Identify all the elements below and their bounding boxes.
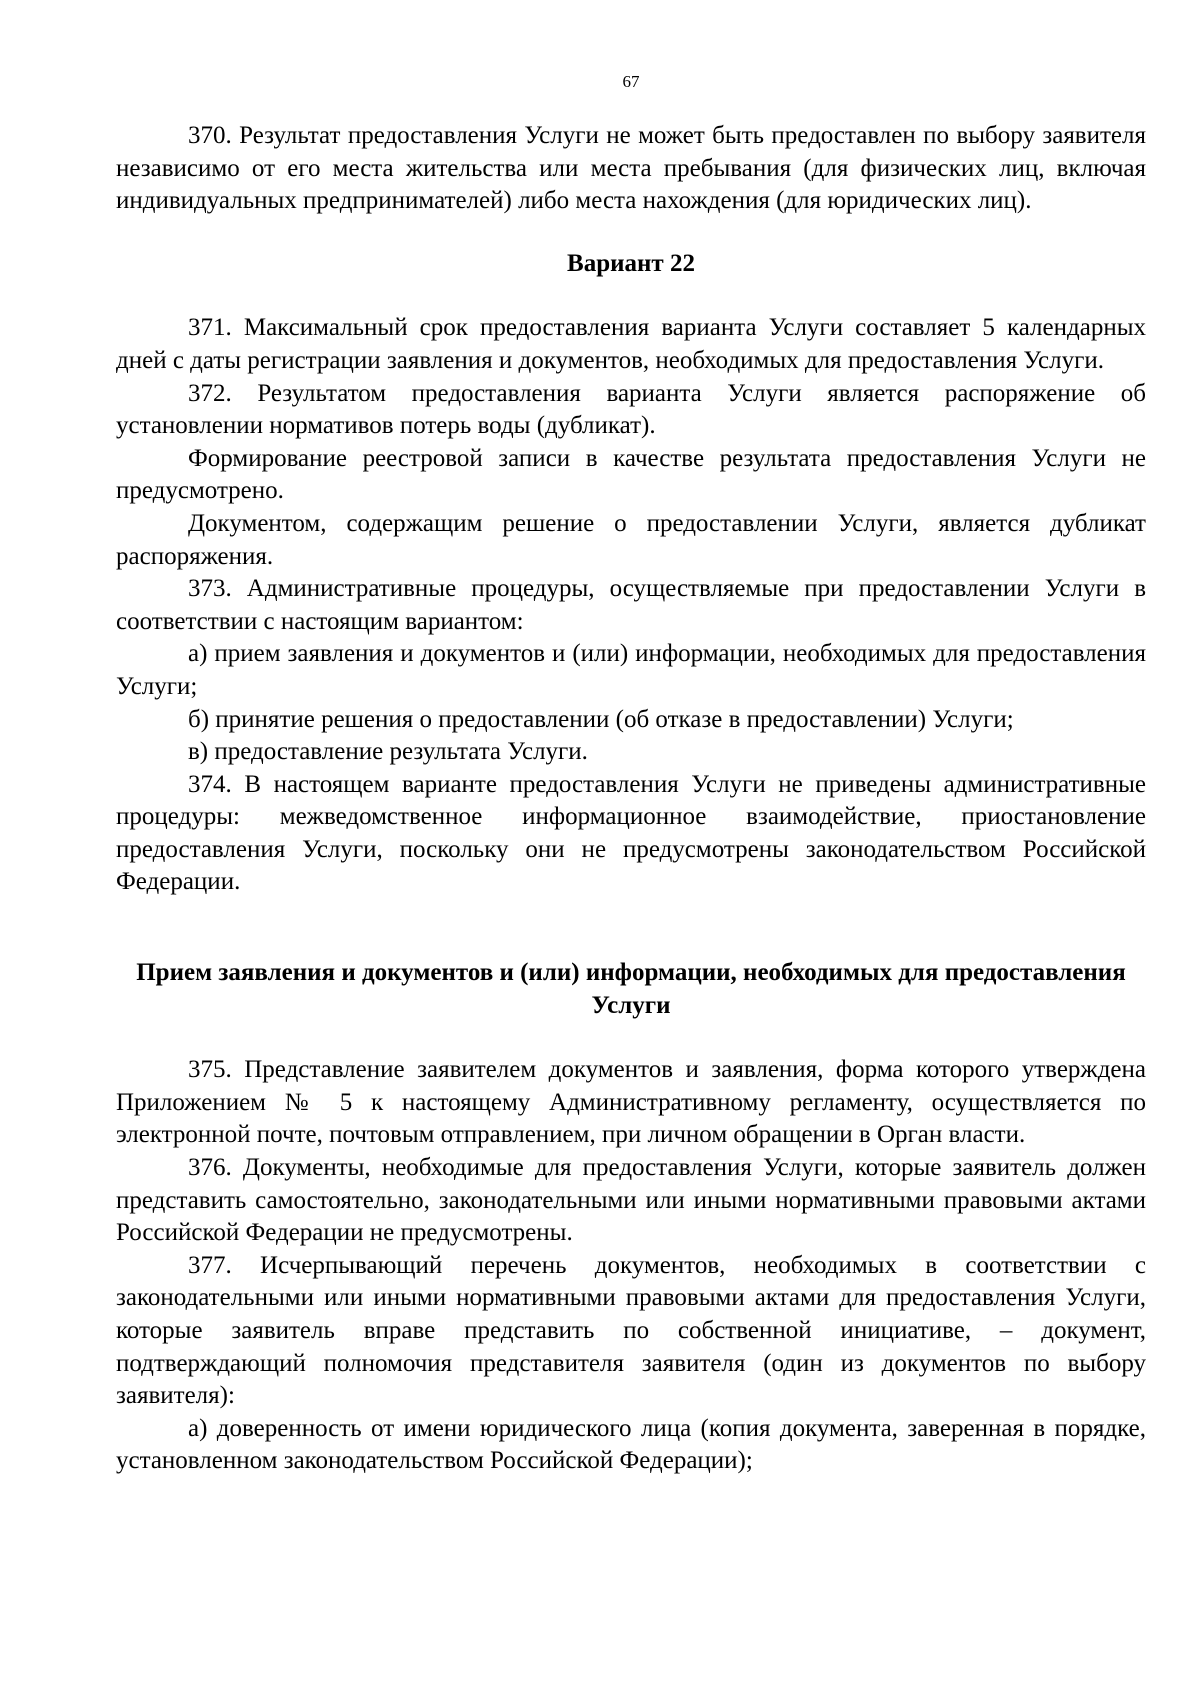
paragraph-373: 373. Административные процедуры, осуществляемые при предоставлении Услуги в соответствии с настоящим вариантом: (116, 575, 1146, 635)
document-body (116, 120, 1146, 1478)
paragraph-registry-record: Формирование реестровой записи в качестве результата предоставления Услуги не предусмотрено. (116, 444, 1146, 505)
heading-variant-22: Вариант 22 (567, 249, 695, 277)
list-item-power-of-attorney: а) доверенность от имени юридического лица (копия документа, заверенная в порядке, установленном законодательством Российской Федерации); (116, 1414, 1146, 1475)
list-item-b: б) принятие решения о предоставлении (об отказе в предоставлении) Услуги; (188, 705, 1014, 733)
list-item-v: в) предоставление результата Услуги. (188, 738, 588, 766)
list-item-a: а) прием заявления и документов и (или) информации, необходимых для предоставления Услуги; (116, 640, 1146, 700)
paragraph-377: 377. Исчерпывающий перечень документов, необходимых в соответствии с законодательными или иными нормативными правовыми актами для предоставления Услуги, которые заявитель вправе представить по собственной инициативе, – документ, подтверждающий полномочия представителя заявителя (один из документов по выбору заявителя): (116, 1251, 1146, 1410)
paragraph-371: 371. Максимальный срок предоставления варианта Услуги составляет 5 календарных дней с даты регистрации заявления и документов, необходимых для предоставления Услуги. (116, 314, 1146, 374)
heading-application-intake: Прием заявления и документов и (или) информации, необходимых для предоставления Услуги (136, 959, 1126, 1019)
paragraph-decision-document: Документом, содержащим решение о предоставлении Услуги, является дубликат распоряжения. (116, 509, 1146, 570)
page-number: 67 (622, 72, 640, 91)
paragraph-370: 370. Результат предоставления Услуги не может быть предоставлен по выбору заявителя независимо от его места жительства или места пребывания (для физических лиц, включая индивидуальных предпринимателей) либо места нахождения (для юридических лиц). (116, 122, 1146, 215)
paragraph-372: 372. Результатом предоставления варианта Услуги является распоряжение об установлении нормативов потерь воды (дубликат). (116, 379, 1146, 440)
paragraph-375: 375. Представление заявителем документов и заявления, форма которого утверждена Приложением № 5 к настоящему Административному регламенту, осуществляется по электронной почте, почтовым отправлением, при личном обращении в Орган власти. (116, 1056, 1146, 1149)
paragraph-376: 376. Документы, необходимые для предоставления Услуги, которые заявитель должен представить самостоятельно, законодательными или иными нормативными правовыми актами Российской Федерации не предусмотрены. (116, 1154, 1146, 1247)
paragraph-374: 374. В настоящем варианте предоставления Услуги не приведены административные процедуры: межведомственное информационное взаимодействие, приостановление предоставления Услуги, поскольку они не предусмотрены законодательством Российской Федерации. (116, 770, 1146, 896)
